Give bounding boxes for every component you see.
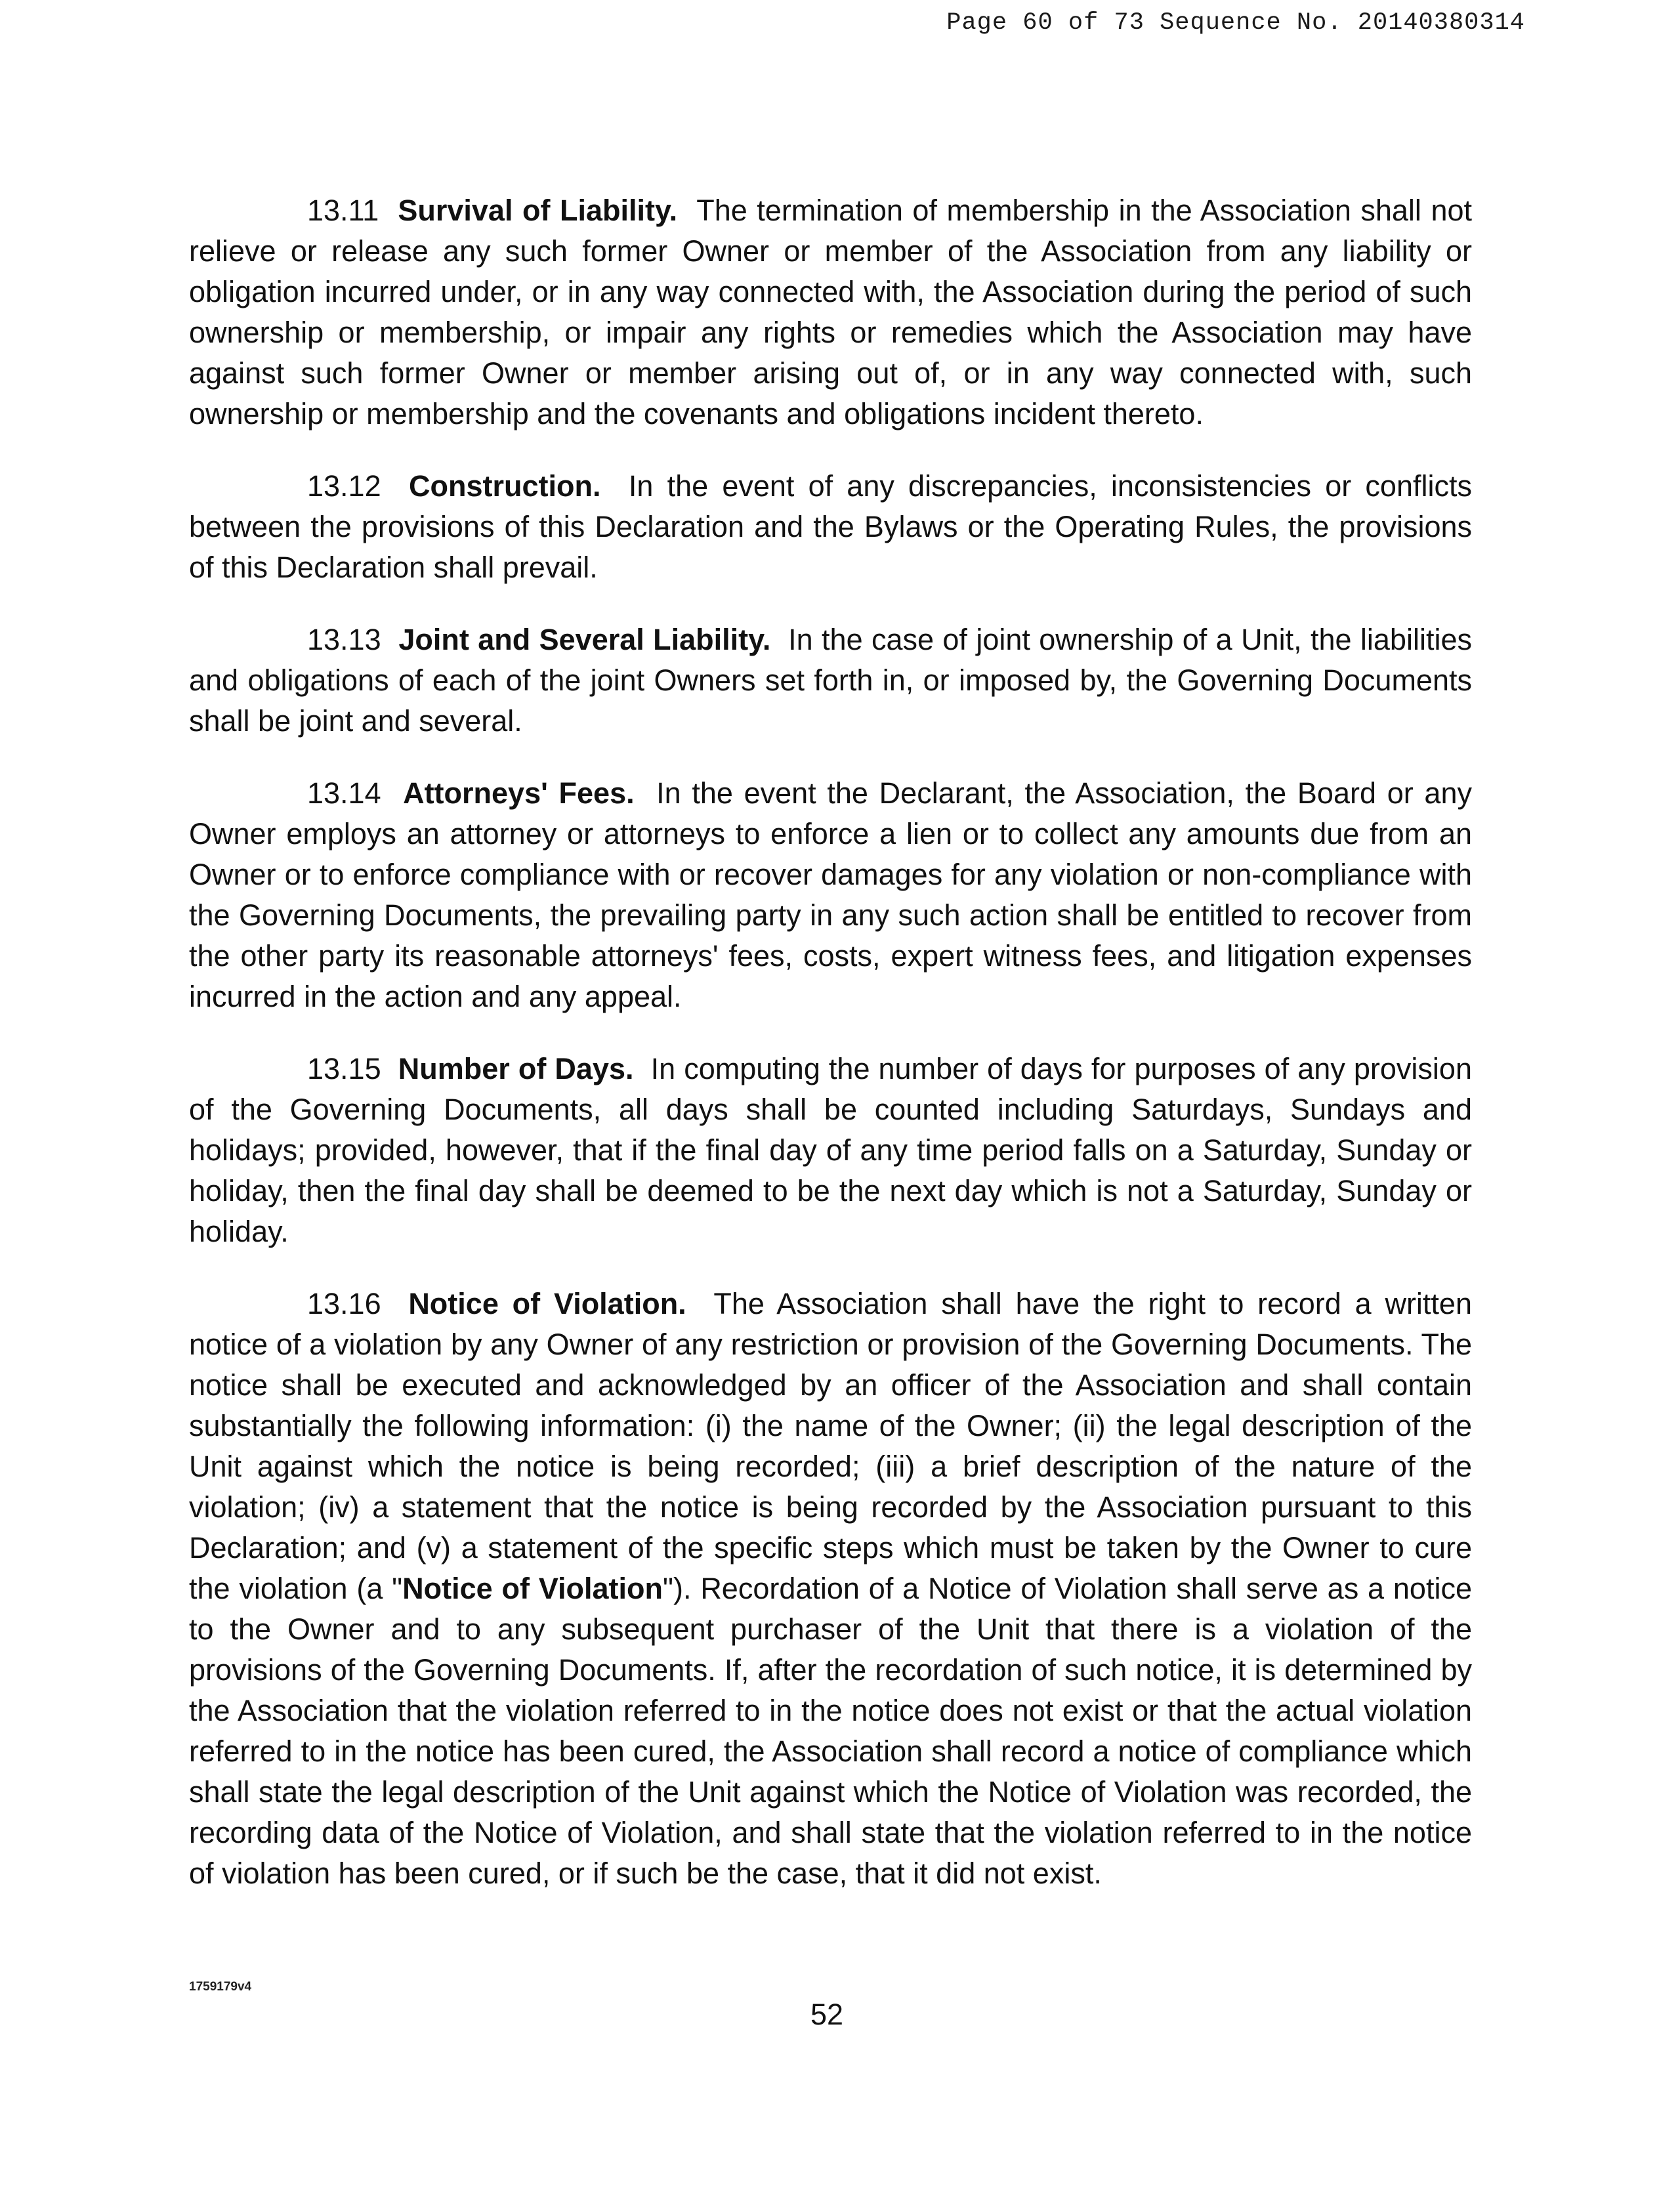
page-header: Page 60 of 73 Sequence No. 20140380314 [946,9,1525,37]
section-body: In the event the Declarant, the Association, the Board or any Owner employs an attorney or attorneys to enforce a lien or to collect any amounts due from an Owner or to enforce compliance with or recover damages for any violation or non-compliance with the Governing Documents, the prevailing party in any such action shall be entitled to recover from the other party its reasonable attorneys' fees, costs, expert witness fees, and litigation expenses incurred in the action and any appeal. [189,776,1472,1013]
section-number: 13.16 [307,1287,381,1320]
section-title: Notice of Violation. [408,1287,686,1320]
section-number: 13.15 [307,1052,381,1085]
section-number: 13.13 [307,623,381,656]
section-13-13 [189,620,1472,742]
section-title: Survival of Liability. [398,194,678,227]
section-13-14 [189,773,1472,1017]
section-number: 13.12 [307,469,381,503]
section-body: The termination of membership in the Association shall not relieve or release any such former Owner or member of the Association from any liability or obligation incurred under, or in any way connected with, the Association during the period of such ownership or membership, or impair any rights or remedies which the Association may have against such former Owner or member arising out of, or in any way connected with, such ownership or membership and the covenants and obligations incident thereto. [189,194,1473,430]
section-number: 13.14 [307,776,381,810]
page-number: 52 [810,1998,844,2031]
section-body-part-2: "). Recordation of a Notice of Violation shall serve as a notice to the Owner and to any subsequent purchaser of the Unit that there is a violation of the provisions of the Governing Documents. If, after the recordation of such notice, it is determined by the Association that the violation referred to in the notice does not exist or that the actual violation referred to in the notice has been cured, the Association shall record a notice of compliance which shall state the legal description of the Unit against which the Notice of Violation was recorded, the recording data of the Notice of Violation, and shall state that the violation referred to in the notice of violation has been cured, or if such be the case, that it did not exist. [189,1572,1472,1890]
section-13-11 [189,190,1472,434]
section-13-12 [189,466,1472,588]
section-body: In the event of any discrepancies, inconsistencies or conflicts between the provisions of this Declaration and the Bylaws or the Operating Rules, the provisions of this Declaration shall prevail. [189,469,1472,584]
section-title: Number of Days. [398,1052,634,1085]
section-body-part-1: The Association shall have the right to record a written notice of a violation by any Owner of any restriction or provision of the Governing Documents. The notice shall be executed and acknowledged by an officer of the Association and shall contain substantially the following information: (i) the name of the Owner; (ii) the legal description of the Unit against which the notice is being recorded; (iii) a brief description of the nature of the violation; (iv) a statement that the notice is being recorded by the Association pursuant to this Declaration; and (v) a statement of the specific steps which must be taken by the Owner to cure the violation (a " [189,1287,1472,1605]
section-13-16 [189,1284,1472,1894]
section-body: In computing the number of days for purposes of any provision of the Governing Documents, all days shall be counted including Saturdays, Sundays and holidays; provided, however, that if the final day of any time period falls on a Saturday, Sunday or holiday, then the final day shall be deemed to be the next day which is not a Saturday, Sunday or holiday. [189,1052,1472,1248]
section-body: In the case of joint ownership of a Unit, the liabilities and obligations of each of the joint Owners set forth in, or imposed by, the Governing Documents shall be joint and several. [189,623,1472,738]
document-body [189,190,1472,1925]
section-title: Joint and Several Liability. [398,623,771,656]
section-13-15 [189,1049,1472,1252]
section-title: Construction. [409,469,601,503]
defined-term: Notice of Violation [402,1572,663,1605]
section-number: 13.11 [307,194,379,227]
document-id: 1759179v4 [189,1980,252,1994]
section-title: Attorneys' Fees. [403,776,635,810]
